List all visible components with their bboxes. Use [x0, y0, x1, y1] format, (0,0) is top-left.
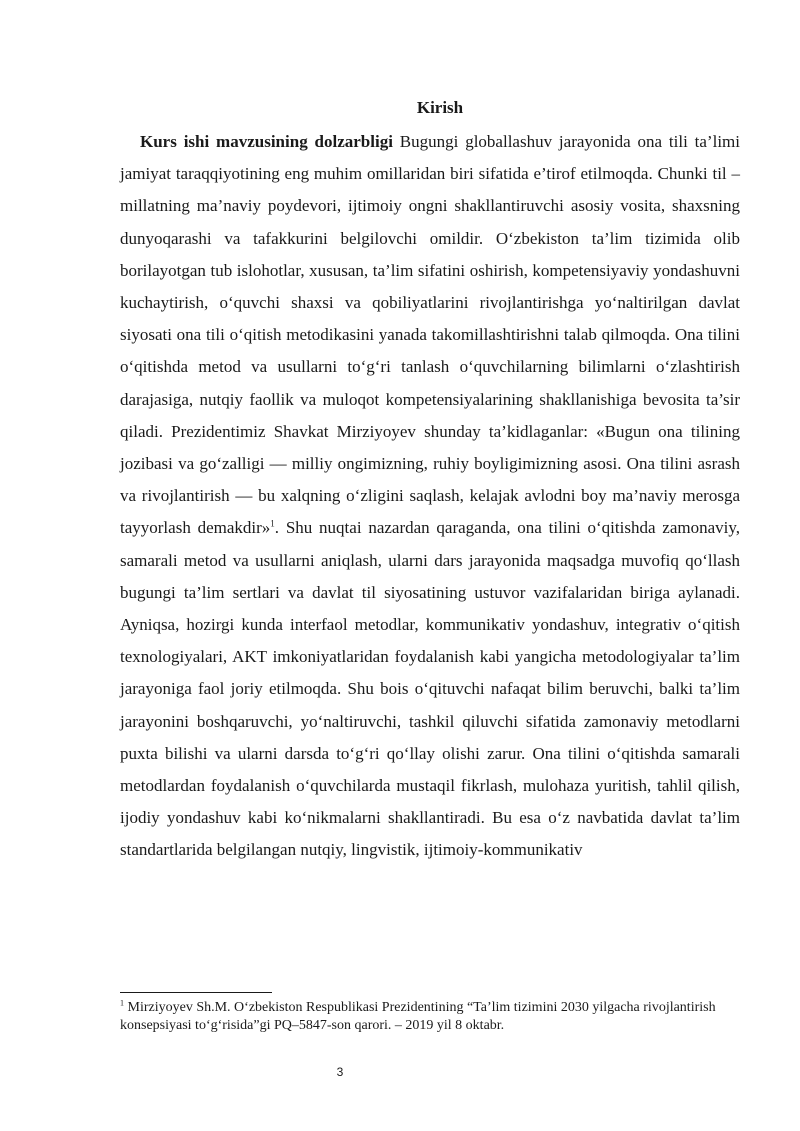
lead-phrase: Kurs ishi mavzusining dolzarbligi	[140, 132, 393, 151]
body-text-part-1: Bugungi globallashuv jarayonida ona tili ta’limi jamiyat taraqqiyotining eng muhim omillaridan biri sifatida e’tirof etilmoqda. Chunki til – millatning ma’naviy poydevori, ijtimoiy ongni shakllantiruvchi asosiy vosita, shaxsning dunyoqarashi va tafakkurini belgilovchi omildir. O‘zbekiston ta’lim tizimida olib borilayotgan tub islohotlar, xususan, ta’lim sifatini oshirish, kompetensiyaviy yondashuvni kuchaytirish, o‘quvchi shaxsi va qobiliyatlarini rivojlantirishga yo‘naltirilgan davlat siyosati ona tili o‘qitish metodikasini yanada takomillashtirishni talab qilmoqda. Ona tilini o‘qitishda metod va usullarni to‘g‘ri tanlash o‘quvchilarning bilimlarni o‘zlashtirish darajasiga, nutqiy faollik va muloqot kompetensiyalarining shakllanishiga bevosita ta’sir qiladi. Prezidentimiz Shavkat Mirziyoyev shunday ta’kidlaganlar: «Bugun ona tilining jozibasi va go‘zalligi — milliy ongimizning, ruhiy boyligimizning asosi. Ona tilini asrash va rivojlantirish — bu xalqning o‘zligini saqlash, kelajak avlodni boy ma’naviy merosga tayyorlash demakdir»	[120, 132, 740, 538]
body-paragraph	[120, 126, 740, 867]
footnote-reference: 1	[270, 518, 275, 529]
footnote-marker: 1	[120, 998, 124, 1008]
page-number: 3	[336, 1065, 344, 1079]
footnote-separator	[120, 992, 272, 993]
body-text-part-2: . Shu nuqtai nazardan qaraganda, ona tilini o‘qitishda zamonaviy, samarali metod va usullarni aniqlash, ularni dars jarayonida maqsadga muvofiq qo‘llash bugungi ta’lim sertlari va davlat til siyosatining ustuvor vazifalaridan biriga aylanadi. Ayniqsa, hozirgi kunda interfaol metodlar, kommunikativ yondashuv, integrativ o‘qitish texnologiyalari, AKT imkoniyatlaridan foydalanish kabi yangicha metodologiyalar ta’lim jarayoniga faol joriy etilmoqda. Shu bois o‘qituvchi nafaqat bilim beruvchi, balki ta’lim jarayonini boshqaruvchi, yo‘naltiruvchi, tashkil qiluvchi sifatida zamonaviy metodlarni puxta bilishi va ularni darsda to‘g‘ri qo‘llay olishi zarur. Ona tilini o‘qitishda samarali metodlardan foydalanish o‘quvchilarda mustaqil fikrlash, mulohaza yuritish, tahlil qilish, ijodiy yondashuv kabi ko‘nikmalarni shakllantiradi. Bu esa o‘z navbatida davlat ta’lim standartlarida belgilangan nutqiy, lingvistik, ijtimoiy-kommunikativ	[120, 518, 741, 860]
section-heading: Kirish	[416, 98, 464, 117]
footnote-text: Mirziyoyev Sh.M. O‘zbekiston Respublikasi Prezidentining “Ta’lim tizimini 2030 yilgacha rivojlantirish konsepsiyasi to‘g‘risida”gi PQ–5847-son qarori. – 2019 yil 8 oktabr.	[120, 1000, 716, 1033]
footnote	[120, 999, 740, 1035]
